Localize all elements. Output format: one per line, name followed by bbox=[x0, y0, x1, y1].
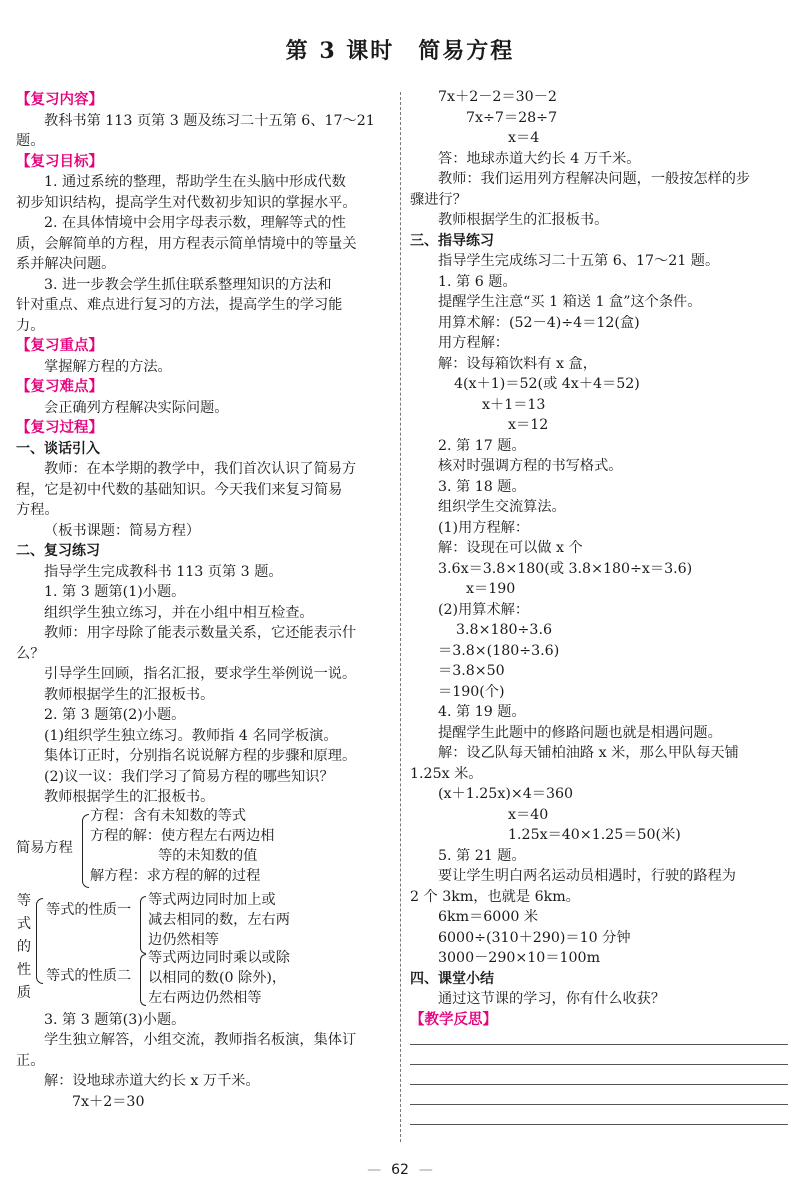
text-line: （板书课题：简易方程） bbox=[44, 522, 201, 539]
text-line: 教师：在本学期的教学中，我们首次认识了简易方 bbox=[44, 461, 357, 477]
text-line: 会正确列方程解决实际问题。 bbox=[44, 399, 229, 416]
diagram-node: 等的未知数的值 bbox=[158, 847, 258, 864]
diagram-node: 等式的性质二 bbox=[46, 967, 132, 984]
text-line: 用方程解： bbox=[438, 335, 509, 351]
equation-line: x＝40 bbox=[508, 806, 549, 823]
equation-line: 3000－290×10＝100m bbox=[438, 950, 601, 966]
equation-line: x＝12 bbox=[508, 417, 549, 433]
text-line: 教师根据学生的汇报板书。 bbox=[44, 686, 215, 703]
diagram-root-label: 简易方程 bbox=[16, 839, 73, 856]
text-line: (2)用算术解： bbox=[438, 601, 530, 618]
heading-teaching-reflection: 【教学反思】 bbox=[410, 1011, 497, 1028]
equation-line: ＝3.8×50 bbox=[438, 663, 505, 679]
text-line: 正。 bbox=[16, 1052, 45, 1069]
diagram-node: 等式两边同时加上或 bbox=[148, 891, 276, 908]
heading-review-content: 【复习内容】 bbox=[16, 92, 103, 108]
text-line: 教师：我们运用列方程解决问题，一般按怎样的步 bbox=[438, 171, 751, 187]
text-line: 解：设乙队每天铺柏油路 x 米，那么甲队每天铺 bbox=[438, 745, 739, 761]
page-number-dash: — bbox=[418, 1162, 433, 1178]
equation-line: 3.6x＝3.8×180(或 3.8×180÷x＝3.6) bbox=[438, 560, 693, 577]
equation-line: 7x÷7＝28÷7 bbox=[466, 109, 558, 126]
heading-review-process: 【复习过程】 bbox=[16, 420, 103, 436]
section-heading-1: 一、谈话引入 bbox=[16, 440, 100, 457]
text-line: 程，它是初中代数的基础知识。今天我们来复习简易 bbox=[16, 481, 343, 498]
diagram-node: 解方程：求方程的解的过程 bbox=[90, 867, 261, 884]
text-line: 1.25x 米。 bbox=[410, 765, 483, 782]
text-line: 组织学生交流算法。 bbox=[438, 499, 566, 515]
equation-line: ＝190(个) bbox=[438, 683, 505, 700]
text-line: 2. 第 17 题。 bbox=[438, 437, 526, 454]
text-line: 质，会解简单的方程，用方程表示简单情境中的等量关 bbox=[16, 235, 357, 252]
concept-diagram bbox=[16, 807, 390, 1006]
left-column bbox=[16, 90, 390, 1112]
diagram-node: 等式的性质一 bbox=[46, 901, 132, 918]
writing-line bbox=[410, 1064, 788, 1065]
page-number bbox=[0, 1162, 800, 1178]
text-line: 教师根据学生的汇报板书。 bbox=[44, 789, 215, 805]
text-line: (2)议一议：我们学习了简易方程的哪些知识？ bbox=[44, 768, 334, 785]
text-line: (1)用方程解： bbox=[438, 519, 530, 536]
section-heading-4: 四、课堂小结 bbox=[410, 970, 494, 987]
text-line: 1. 第 3 题第(1)小题。 bbox=[44, 584, 186, 600]
equation-line: 4(x＋1)＝52(或 4x＋4＝52) bbox=[454, 376, 640, 392]
writing-line bbox=[410, 1124, 788, 1125]
diagram-brace bbox=[140, 954, 146, 1006]
column-divider bbox=[400, 92, 401, 1142]
text-line: 2. 第 3 题第(2)小题。 bbox=[44, 707, 186, 723]
diagram-brace bbox=[140, 896, 146, 954]
text-line: 解：设地球赤道大约长 x 万千米。 bbox=[44, 1073, 260, 1089]
equation-line: (x＋1.25x)×4＝360 bbox=[438, 786, 574, 802]
section-heading-2: 二、复习练习 bbox=[16, 543, 100, 559]
text-line: 答：地球赤道大约长 4 万千米。 bbox=[438, 150, 641, 167]
text-line: 组织学生独立练习，并在小组中相互检查。 bbox=[44, 604, 314, 621]
right-column bbox=[410, 87, 788, 1144]
diagram-node: 等式两边同时乘以或除 bbox=[148, 949, 290, 966]
equation-line: 3.8×180÷3.6 bbox=[456, 622, 552, 638]
text-line: 4. 第 19 题。 bbox=[438, 704, 526, 720]
equation-line: x＝4 bbox=[508, 130, 540, 146]
writing-line bbox=[410, 1044, 788, 1045]
text-line: 3. 第 18 题。 bbox=[438, 478, 526, 495]
text-line: 题。 bbox=[16, 133, 45, 149]
diagram-node: 方程：含有未知数的等式 bbox=[90, 807, 247, 824]
text-line: 用算术解：(52－4)÷4＝12(盒) bbox=[438, 314, 640, 331]
writing-line bbox=[410, 1104, 788, 1105]
text-line: 引导学生回顾，指名汇报，要求学生举例说一说。 bbox=[44, 666, 357, 682]
heading-review-difficulty: 【复习难点】 bbox=[16, 379, 103, 395]
text-line: 学生独立解答，小组交流，教师指名板演，集体订 bbox=[44, 1032, 357, 1048]
diagram-side-label: 等式的性质 bbox=[16, 892, 32, 1001]
text-line: 教师：用字母除了能表示数量关系，它还能表示什 bbox=[44, 625, 357, 641]
page-number-dash: — bbox=[367, 1162, 382, 1178]
text-line: 指导学生完成练习二十五第 6、17～21 题。 bbox=[438, 253, 720, 269]
text-line: 解：设每箱饮料有 x 盒， bbox=[438, 355, 597, 372]
diagram-node: 方程的解：使方程左右两边相 bbox=[90, 827, 275, 844]
text-line: 方程。 bbox=[16, 502, 59, 518]
text-line: 么？ bbox=[16, 645, 45, 662]
equation-line: x＋1＝13 bbox=[482, 396, 546, 413]
page-title: 第 3 课时 简易方程 bbox=[285, 38, 515, 64]
heading-review-key: 【复习重点】 bbox=[16, 338, 103, 354]
text-line: 解：设现在可以做 x 个 bbox=[438, 540, 583, 556]
text-line: 1. 通过系统的整理，帮助学生在头脑中形成代数 bbox=[44, 174, 346, 190]
equation-line: 6000÷(310＋290)＝10 分钟 bbox=[438, 929, 631, 946]
text-line: 教科书第 113 页第 3 题及练习二十五第 6、17～21 bbox=[44, 112, 375, 129]
text-line: 2 个 3km，也就是 6km。 bbox=[410, 888, 580, 905]
diagram-brace bbox=[36, 898, 43, 984]
equation-line: x＝190 bbox=[466, 581, 516, 597]
diagram-node: 减去相同的数，左右两 bbox=[148, 911, 290, 928]
diagram-brace bbox=[82, 814, 89, 888]
diagram-node: 左右两边仍然相等 bbox=[148, 989, 262, 1006]
reflection-writing-area bbox=[410, 1044, 788, 1125]
equation-line: 1.25x＝40×1.25＝50(米) bbox=[508, 827, 681, 843]
text-line: 提醒学生注意“买 1 箱送 1 盒”这个条件。 bbox=[438, 294, 702, 310]
text-line: (1)组织学生独立练习。教师指 4 名同学板演。 bbox=[44, 727, 338, 744]
text-line: 初步知识结构，提高学生对代数初步知识的掌握水平。 bbox=[16, 194, 357, 211]
equation-line: ＝3.8×(180÷3.6) bbox=[438, 642, 560, 659]
text-line: 骤进行？ bbox=[410, 191, 467, 208]
section-heading-3: 三、指导练习 bbox=[410, 232, 494, 249]
text-line: 5. 第 21 题。 bbox=[438, 847, 526, 864]
text-line: 核对时强调方程的书写格式。 bbox=[438, 458, 623, 474]
text-line: 系并解决问题。 bbox=[16, 256, 116, 272]
equation-line: 7x＋2＝30 bbox=[72, 1093, 145, 1110]
text-line: 集体订正时，分别指名说说解方程的步骤和原理。 bbox=[44, 748, 357, 764]
text-line: 针对重点、难点进行复习的方法，提高学生的学习能 bbox=[16, 297, 343, 313]
text-line: 1. 第 6 题。 bbox=[438, 273, 517, 290]
text-line: 掌握解方程的方法。 bbox=[44, 358, 172, 375]
text-line: 通过这节课的学习，你有什么收获？ bbox=[438, 991, 666, 1007]
diagram-node: 边仍然相等 bbox=[148, 931, 219, 948]
text-line: 力。 bbox=[16, 317, 45, 334]
text-line: 要让学生明白两名运动员相遇时，行驶的路程为 bbox=[438, 868, 736, 884]
heading-review-goal: 【复习目标】 bbox=[16, 153, 103, 170]
diagram-node: 以相同的数(0 除外)， bbox=[148, 969, 287, 986]
text-line: 3. 进一步教会学生抓住联系整理知识的方法和 bbox=[44, 276, 332, 293]
text-line: 3. 第 3 题第(3)小题。 bbox=[44, 1011, 186, 1028]
writing-line bbox=[410, 1084, 788, 1085]
equation-line: 7x＋2－2＝30－2 bbox=[438, 89, 557, 105]
page-number-value: 62 bbox=[391, 1162, 409, 1178]
text-line: 教师根据学生的汇报板书。 bbox=[438, 212, 609, 228]
text-line: 提醒学生此题中的修路问题也就是相遇问题。 bbox=[438, 724, 722, 741]
text-line: 2. 在具体情境中会用字母表示数，理解等式的性 bbox=[44, 215, 346, 231]
equation-line: 6km＝6000 米 bbox=[438, 909, 539, 925]
text-line: 指导学生完成教科书 113 页第 3 题。 bbox=[44, 563, 283, 580]
